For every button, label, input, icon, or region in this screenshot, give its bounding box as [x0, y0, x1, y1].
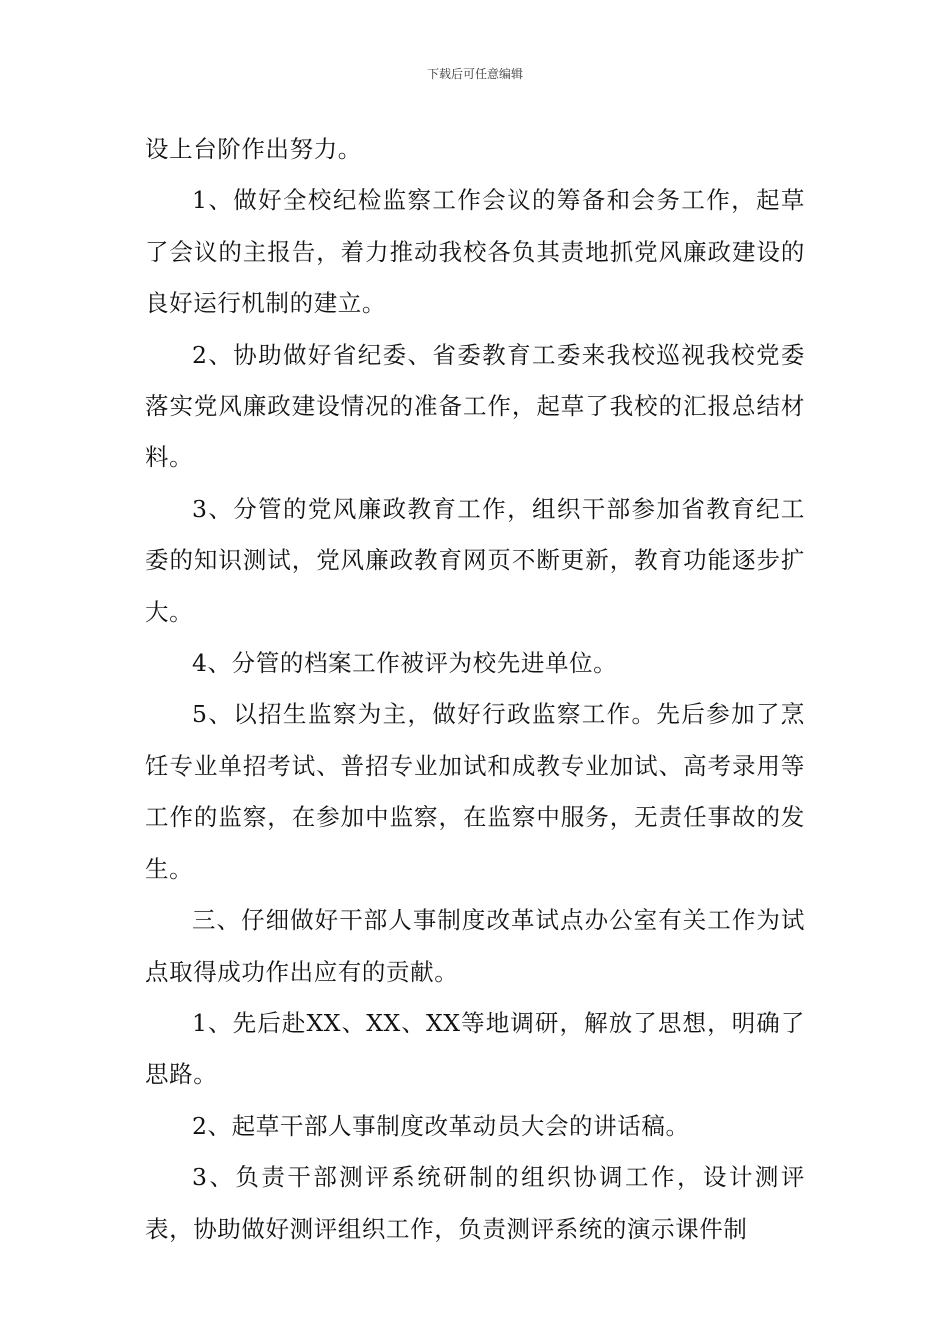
page-header: 下载后可任意编辑: [426, 67, 523, 81]
paragraph-6: 5、以招生监察为主，做好行政监察工作。先后参加了烹饪专业单招考试、普招专业加试和成教专业加试、高考录用等工作的监察，在参加中监察，在监察中服务，无责任事故的发生。: [145, 700, 805, 883]
paragraph-7: 1、先后赴XX、XX、XX等地调研，解放了思想，明确了思路。: [145, 1008, 805, 1089]
paragraph-3: 2、协助做好省纪委、省委教育工委来我校巡视我校党委落实党风廉政建设情况的准备工作，起草了我校的汇报总结材料。: [145, 340, 805, 472]
section-heading-3: 三、仔细做好干部人事制度改革试点办公室有关工作为试点取得成功作出应有的贡献。: [145, 906, 805, 986]
document-body: [145, 124, 805, 1255]
paragraph-8: 2、起草干部人事制度改革动员大会的讲话稿。: [192, 1111, 690, 1140]
paragraph-2: 1、做好全校纪检监察工作会议的筹备和会务工作，起草了会议的主报告，着力推动我校各负其责地抓党风廉政建设的良好运行机制的建立。: [145, 186, 805, 318]
paragraph-1: 设上台阶作出努力。: [145, 135, 362, 163]
paragraph-4: 3、分管的党风廉政教育工作，组织干部参加省教育纪工委的知识测试，党风廉政教育网页不断更新，教育功能逐步扩大。: [145, 494, 805, 626]
paragraph-5: 4、分管的档案工作被评为校先进单位。: [192, 649, 618, 678]
paragraph-9: 3、负责干部测评系统研制的组织协调工作，设计测评表，协助做好测评组织工作，负责测评系统的演示课件制: [145, 1163, 805, 1243]
